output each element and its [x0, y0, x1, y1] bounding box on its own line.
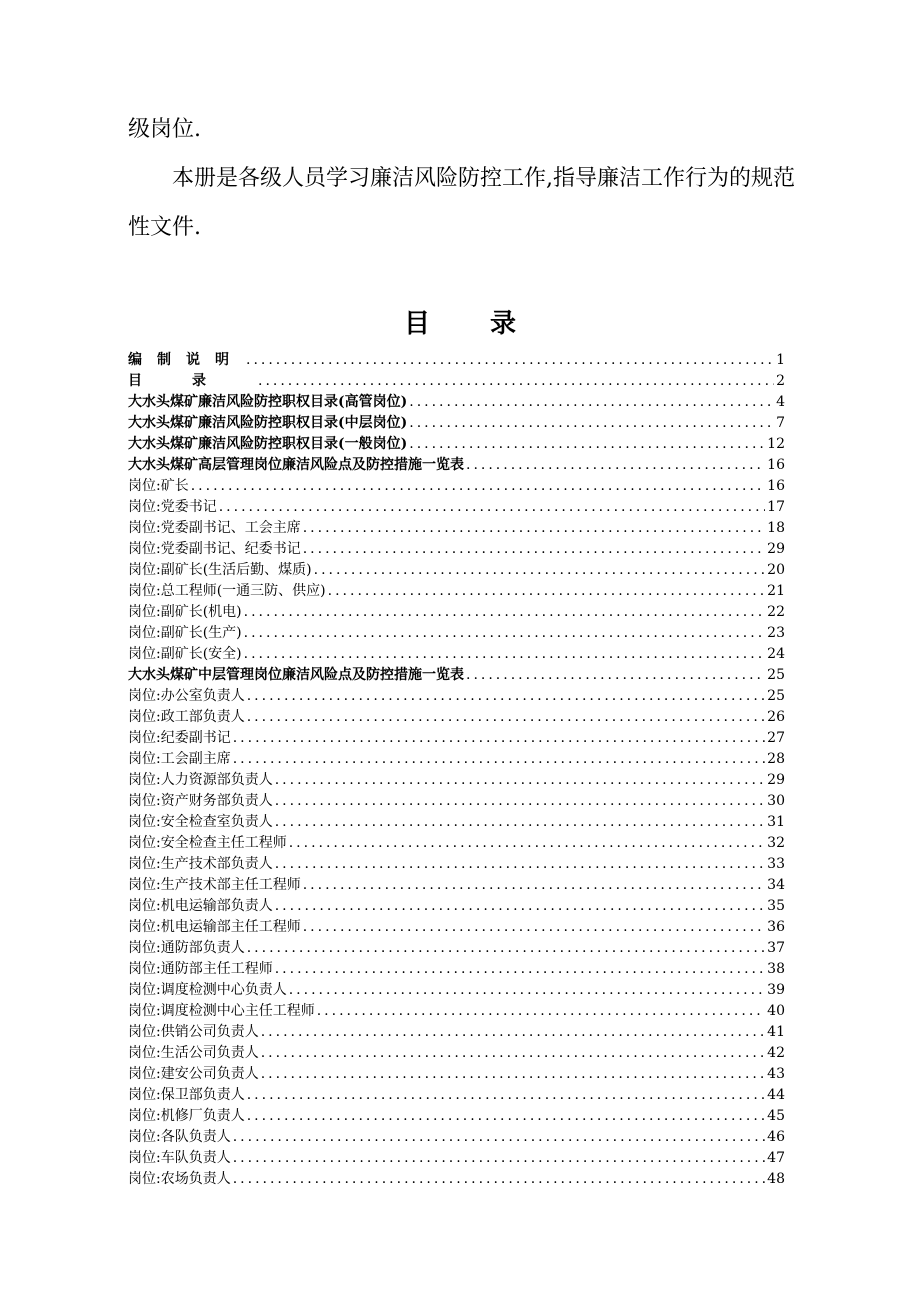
toc-dot-leader — [247, 940, 765, 957]
toc-entry[interactable] — [128, 789, 785, 810]
toc-dot-leader — [303, 520, 765, 537]
toc-entry-page-number: 32 — [767, 835, 785, 851]
toc-dot-leader — [409, 394, 774, 411]
toc-entry-label: 岗位:机修厂负责人 — [128, 1108, 245, 1124]
toc-entry-label: 大水头煤矿廉洁风险防控职权目录(一般岗位) — [128, 436, 408, 452]
toc-entry-page-number: 40 — [767, 1003, 785, 1019]
toc-entry[interactable] — [128, 1083, 785, 1104]
toc-entry-label: 岗位:调度检测中心主任工程师 — [128, 1003, 315, 1019]
toc-entry[interactable] — [128, 1146, 785, 1167]
toc-dot-leader — [275, 961, 765, 978]
toc-entry-label: 岗位:政工部负责人 — [128, 709, 245, 725]
toc-dot-leader — [409, 415, 774, 432]
toc-entry-label: 大水头煤矿廉洁风险防控职权目录(中层岗位) — [128, 415, 408, 431]
toc-dot-leader — [289, 982, 765, 999]
toc-entry-label: 编制说明 — [128, 352, 244, 368]
toc-entry-page-number: 33 — [767, 856, 785, 872]
toc-dot-leader — [409, 436, 765, 453]
toc-dot-leader — [275, 793, 765, 810]
toc-dot-leader — [275, 856, 765, 873]
toc-entry[interactable] — [128, 810, 785, 831]
toc-entry[interactable] — [128, 957, 785, 978]
toc-dot-leader — [244, 604, 766, 621]
toc-entry-page-number: 36 — [767, 919, 785, 935]
toc-entry[interactable] — [128, 474, 785, 495]
toc-entry-label: 岗位:纪委副书记 — [128, 730, 231, 746]
toc-entry-label: 岗位:安全检查主任工程师 — [128, 835, 287, 851]
toc-dot-leader — [233, 730, 765, 747]
toc-entry-label: 岗位:工会副主席 — [128, 751, 231, 767]
toc-dot-leader — [246, 352, 774, 369]
toc-entry-page-number: 22 — [767, 604, 785, 620]
toc-entry-label: 目录 — [128, 373, 256, 389]
toc-entry-page-number: 16 — [767, 478, 785, 494]
toc-entry-label: 岗位:人力资源部负责人 — [128, 772, 273, 788]
toc-title: 目录 — [403, 309, 576, 339]
toc-entry-label: 岗位:总工程师(一通三防、供应) — [128, 583, 326, 599]
toc-entry-label: 岗位:建安公司负责人 — [128, 1066, 259, 1082]
toc-entry-page-number: 48 — [767, 1171, 785, 1187]
toc-dot-leader — [317, 1003, 765, 1020]
toc-entry-label: 岗位:安全检查室负责人 — [128, 814, 273, 830]
toc-entry-label: 岗位:副矿长(生活后勤、煤质) — [128, 562, 312, 578]
toc-entry-label: 岗位:生产技术部负责人 — [128, 856, 273, 872]
toc-entry[interactable] — [128, 684, 785, 705]
toc-dot-leader — [289, 835, 765, 852]
toc-entry[interactable] — [128, 348, 785, 369]
toc-entry-label: 岗位:保卫部负责人 — [128, 1087, 245, 1103]
toc-entry-page-number: 18 — [767, 520, 785, 536]
toc-entry-label: 岗位:供销公司负责人 — [128, 1024, 259, 1040]
toc-dot-leader — [219, 499, 765, 516]
toc-entry[interactable] — [128, 642, 785, 663]
toc-dot-leader — [258, 373, 774, 390]
toc-entry-page-number: 39 — [767, 982, 785, 998]
toc-dot-leader — [233, 1129, 765, 1146]
toc-entry[interactable] — [128, 747, 785, 768]
toc-dot-leader — [466, 667, 765, 684]
toc-entry-page-number: 20 — [767, 562, 785, 578]
toc-entry[interactable] — [128, 1020, 785, 1041]
intro-line-2: 本册是各级人员学习廉洁风险防控工作,指导廉洁工作行为的规范 — [172, 166, 795, 191]
intro-line-1: 级岗位. — [128, 117, 201, 142]
toc-entry[interactable] — [128, 1167, 785, 1188]
toc-entry[interactable] — [128, 411, 785, 432]
toc-entry-page-number: 26 — [767, 709, 785, 725]
toc-entry[interactable] — [128, 621, 785, 642]
toc-entry-page-number: 34 — [767, 877, 785, 893]
toc-entry[interactable] — [128, 1062, 785, 1083]
toc-dot-leader — [247, 1087, 765, 1104]
toc-entry[interactable] — [128, 894, 785, 915]
toc-dot-leader — [191, 478, 765, 495]
toc-entry[interactable] — [128, 936, 785, 957]
toc-dot-leader — [275, 814, 765, 831]
toc-entry-page-number: 25 — [767, 667, 785, 683]
toc-entry-page-number: 12 — [767, 436, 785, 452]
toc-entry-page-number: 31 — [767, 814, 785, 830]
toc-entry-page-number: 29 — [767, 772, 785, 788]
toc-entry[interactable] — [128, 1125, 785, 1146]
toc-entry[interactable] — [128, 600, 785, 621]
toc-dot-leader — [303, 919, 765, 936]
toc-entry-label: 岗位:车队负责人 — [128, 1150, 231, 1166]
toc-dot-leader — [244, 625, 766, 642]
toc-entry-label: 岗位:调度检测中心负责人 — [128, 982, 287, 998]
toc-entry-label: 岗位:通防部主任工程师 — [128, 961, 273, 977]
toc-entry[interactable] — [128, 873, 785, 894]
toc-entry-page-number: 35 — [767, 898, 785, 914]
toc-entry-label: 岗位:各队负责人 — [128, 1129, 231, 1145]
toc-entry-label: 岗位:农场负责人 — [128, 1171, 231, 1187]
toc-dot-leader — [314, 562, 766, 579]
toc-entry[interactable] — [128, 516, 785, 537]
toc-dot-leader — [247, 688, 765, 705]
toc-entry[interactable] — [128, 999, 785, 1020]
toc-entry[interactable] — [128, 726, 785, 747]
toc-dot-leader — [261, 1066, 765, 1083]
toc-entry[interactable] — [128, 453, 785, 474]
toc-entry-page-number: 45 — [767, 1108, 785, 1124]
toc-entry[interactable] — [128, 1104, 785, 1125]
toc-dot-leader — [247, 709, 765, 726]
toc-entry[interactable] — [128, 852, 785, 873]
toc-dot-leader — [233, 1171, 765, 1188]
toc-dot-leader — [466, 457, 765, 474]
toc-dot-leader — [261, 1045, 765, 1062]
toc-entry-page-number: 28 — [767, 751, 785, 767]
toc-entry-label: 岗位:资产财务部负责人 — [128, 793, 273, 809]
toc-entry-page-number: 44 — [767, 1087, 785, 1103]
toc-entry-page-number: 21 — [767, 583, 785, 599]
toc-entry-page-number: 25 — [767, 688, 785, 704]
toc-entry-label: 岗位:副矿长(安全) — [128, 646, 242, 662]
toc-entry-label: 岗位:党委副书记、纪委书记 — [128, 541, 301, 557]
toc-entry-label: 岗位:机电运输部主任工程师 — [128, 919, 301, 935]
toc-entry-page-number: 30 — [767, 793, 785, 809]
toc-entry-label: 岗位:机电运输部负责人 — [128, 898, 273, 914]
toc-entry[interactable] — [128, 558, 785, 579]
toc-entry-label: 岗位:副矿长(机电) — [128, 604, 242, 620]
toc-entry[interactable] — [128, 978, 785, 999]
toc-entry-label: 岗位:副矿长(生产) — [128, 625, 242, 641]
toc-entry-page-number: 41 — [767, 1024, 785, 1040]
toc-entry[interactable] — [128, 768, 785, 789]
intro-line-3: 性文件. — [128, 215, 201, 240]
toc-entry-label: 岗位:党委副书记、工会主席 — [128, 520, 301, 536]
toc-entry[interactable] — [128, 705, 785, 726]
toc-dot-leader — [261, 1024, 765, 1041]
toc-entry[interactable] — [128, 537, 785, 558]
toc-entry-page-number: 17 — [767, 499, 785, 515]
toc-entry-page-number: 16 — [767, 457, 785, 473]
toc-entry-page-number: 7 — [776, 415, 785, 431]
toc-entry-label: 大水头煤矿高层管理岗位廉洁风险点及防控措施一览表 — [128, 457, 464, 473]
toc-entry-page-number: 29 — [767, 541, 785, 557]
toc-entry-page-number: 38 — [767, 961, 785, 977]
toc-entry[interactable] — [128, 432, 785, 453]
toc-entry[interactable] — [128, 663, 785, 684]
toc-entry[interactable] — [128, 390, 785, 411]
toc-entry-page-number: 37 — [767, 940, 785, 956]
toc-entry-label: 岗位:党委书记 — [128, 499, 217, 515]
toc-dot-leader — [233, 1150, 765, 1167]
toc-entry[interactable] — [128, 1041, 785, 1062]
toc-entry-page-number: 43 — [767, 1066, 785, 1082]
toc-entry[interactable] — [128, 369, 785, 390]
toc-entry-page-number: 1 — [776, 352, 785, 368]
toc-entry-label: 岗位:生活公司负责人 — [128, 1045, 259, 1061]
toc-entry[interactable] — [128, 495, 785, 516]
toc-dot-leader — [275, 772, 765, 789]
table-of-contents — [128, 348, 785, 1188]
toc-entry-page-number: 23 — [767, 625, 785, 641]
toc-dot-leader — [247, 1108, 765, 1125]
toc-entry-page-number: 47 — [767, 1150, 785, 1166]
toc-entry-page-number: 27 — [767, 730, 785, 746]
toc-entry-label: 岗位:办公室负责人 — [128, 688, 245, 704]
toc-dot-leader — [303, 877, 765, 894]
toc-dot-leader — [233, 751, 765, 768]
toc-dot-leader — [244, 646, 766, 663]
toc-entry-label: 岗位:通防部负责人 — [128, 940, 245, 956]
toc-entry-page-number: 24 — [767, 646, 785, 662]
toc-entry-label: 岗位:生产技术部主任工程师 — [128, 877, 301, 893]
toc-entry-label: 大水头煤矿中层管理岗位廉洁风险点及防控措施一览表 — [128, 667, 464, 683]
toc-entry[interactable] — [128, 831, 785, 852]
toc-entry-page-number: 42 — [767, 1045, 785, 1061]
toc-entry-page-number: 4 — [776, 394, 785, 410]
toc-entry-label: 大水头煤矿廉洁风险防控职权目录(高管岗位) — [128, 394, 408, 410]
toc-entry[interactable] — [128, 915, 785, 936]
toc-dot-leader — [303, 541, 765, 558]
toc-entry-page-number: 2 — [776, 373, 785, 389]
toc-entry-page-number: 46 — [767, 1129, 785, 1145]
toc-entry-label: 岗位:矿长 — [128, 478, 189, 494]
toc-dot-leader — [275, 898, 765, 915]
toc-entry[interactable] — [128, 579, 785, 600]
toc-dot-leader — [328, 583, 766, 600]
